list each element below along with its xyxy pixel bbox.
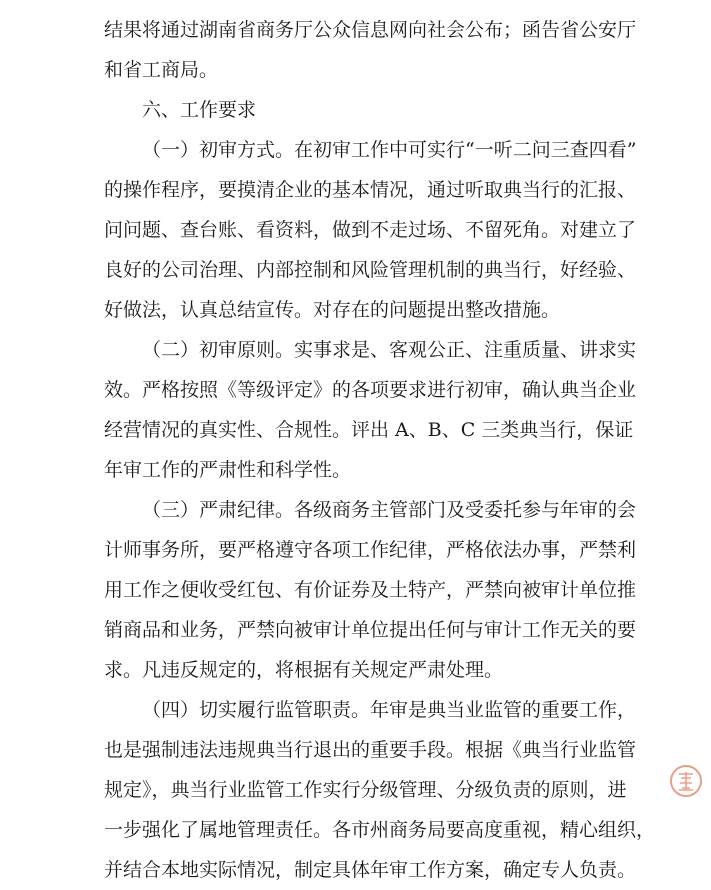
body-line: 用工作之便收受红包、有价证券及土特产，严禁向被审计单位推 xyxy=(104,579,637,601)
body-line: 问问题、查台账、看资料，做到不走过场、不留死角。对建立了 xyxy=(104,219,637,241)
body-line: 也是强制违法违规典当行退出的重要手段。根据《典当行业监管 xyxy=(104,739,637,761)
body-line: 良好的公司治理、内部控制和风险管理机制的典当行，好经验、 xyxy=(104,259,637,281)
document-body xyxy=(104,10,656,890)
body-line: （三）严肃纪律。各级商务主管部门及受委托参与年审的会 xyxy=(142,499,637,521)
body-line: 计师事务所，要严格遵守各项工作纪律，严格依法办事，严禁利 xyxy=(104,539,637,561)
body-line: 一步强化了属地管理责任。各市州商务局要高度重视，精心组织， xyxy=(104,819,656,841)
body-line: 经营情况的真实性、合规性。评出 A、B、C 三类典当行，保证 xyxy=(104,419,634,441)
body-line: （二）初审原则。实事求是、客观公正、注重质量、讲求实 xyxy=(142,339,637,361)
body-line: 的操作程序，要摸清企业的基本情况，通过听取典当行的汇报、 xyxy=(104,179,637,201)
body-line: 并结合本地实际情况，制定具体年审工作方案，确定专人负责。 xyxy=(104,859,637,881)
body-line: 规定》，典当行业监管工作实行分级管理、分级负责的原则，进 xyxy=(104,779,627,801)
body-line: 结果将通过湖南省商务厅公众信息网向社会公布；函告省公安厅 xyxy=(104,19,637,41)
body-line: （一）初审方式。在初审工作中可实行“一听二问三查四看” xyxy=(142,139,637,161)
section-heading: 六、工作要求 xyxy=(142,99,257,121)
body-line: 求。凡违反规定的，将根据有关规定严肃处理。 xyxy=(104,659,504,681)
body-line: 好做法，认真总结宣传。对存在的问题提出整改措施。 xyxy=(104,299,561,321)
body-line: 效。严格按照《等级评定》的各项要求进行初审，确认典当企业 xyxy=(104,379,637,401)
seal-watermark-icon xyxy=(669,764,703,798)
body-line: 和省工商局。 xyxy=(104,59,219,81)
body-line: （四）切实履行监管职责。年审是典当业监管的重要工作， xyxy=(142,699,637,721)
body-line: 年审工作的严肃性和科学性。 xyxy=(104,459,352,481)
body-line: 销商品和业务，严禁向被审计单位提出任何与审计工作无关的要 xyxy=(104,619,637,641)
